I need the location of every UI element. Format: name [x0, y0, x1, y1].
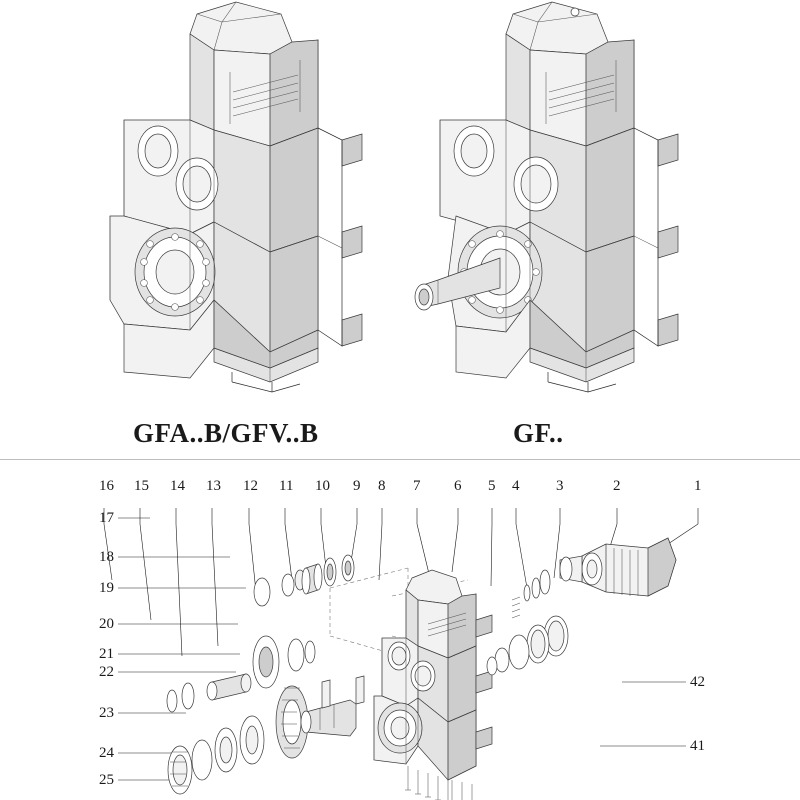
callout-11: 11 — [279, 478, 294, 494]
callout-3: 3 — [556, 478, 564, 494]
exploded-view — [0, 460, 800, 800]
callout-6: 6 — [454, 478, 462, 494]
callout-5: 5 — [488, 478, 496, 494]
callout-13: 13 — [206, 478, 221, 494]
leader-lines-right — [600, 682, 686, 746]
housing-assembly — [374, 570, 492, 800]
bottom-fasteners — [452, 780, 472, 800]
callout-10: 10 — [315, 478, 330, 494]
callout-8: 8 — [378, 478, 386, 494]
leader-lines-top — [104, 508, 698, 524]
callout-2: 2 — [613, 478, 621, 494]
callout-41: 41 — [690, 738, 705, 754]
callout-20: 20 — [99, 616, 114, 632]
callout-7: 7 — [413, 478, 421, 494]
gear-unit-right — [415, 2, 678, 392]
small-parts-row — [254, 555, 354, 606]
callout-17: 17 — [99, 510, 114, 526]
callout-1: 1 — [694, 478, 702, 494]
caption-left: GFA..B/GFV..B — [133, 418, 319, 448]
motor-adapter — [487, 538, 676, 675]
shaft-gear-assembly-lower — [168, 676, 364, 794]
callout-19: 19 — [99, 580, 114, 596]
callout-25: 25 — [99, 772, 114, 788]
callout-15: 15 — [134, 478, 149, 494]
gear-unit-left — [110, 2, 362, 392]
callout-18: 18 — [99, 549, 114, 565]
callout-42: 42 — [690, 674, 705, 690]
callout-12: 12 — [243, 478, 258, 494]
callout-16: 16 — [99, 478, 114, 494]
caption-right: GF.. — [513, 418, 564, 448]
callout-22: 22 — [99, 664, 114, 680]
callout-23: 23 — [99, 705, 114, 721]
callout-14: 14 — [170, 478, 185, 494]
callout-4: 4 — [512, 478, 520, 494]
exploded-view-svg — [0, 460, 800, 800]
callout-24: 24 — [99, 745, 114, 761]
callout-9: 9 — [353, 478, 361, 494]
callout-21: 21 — [99, 646, 114, 662]
